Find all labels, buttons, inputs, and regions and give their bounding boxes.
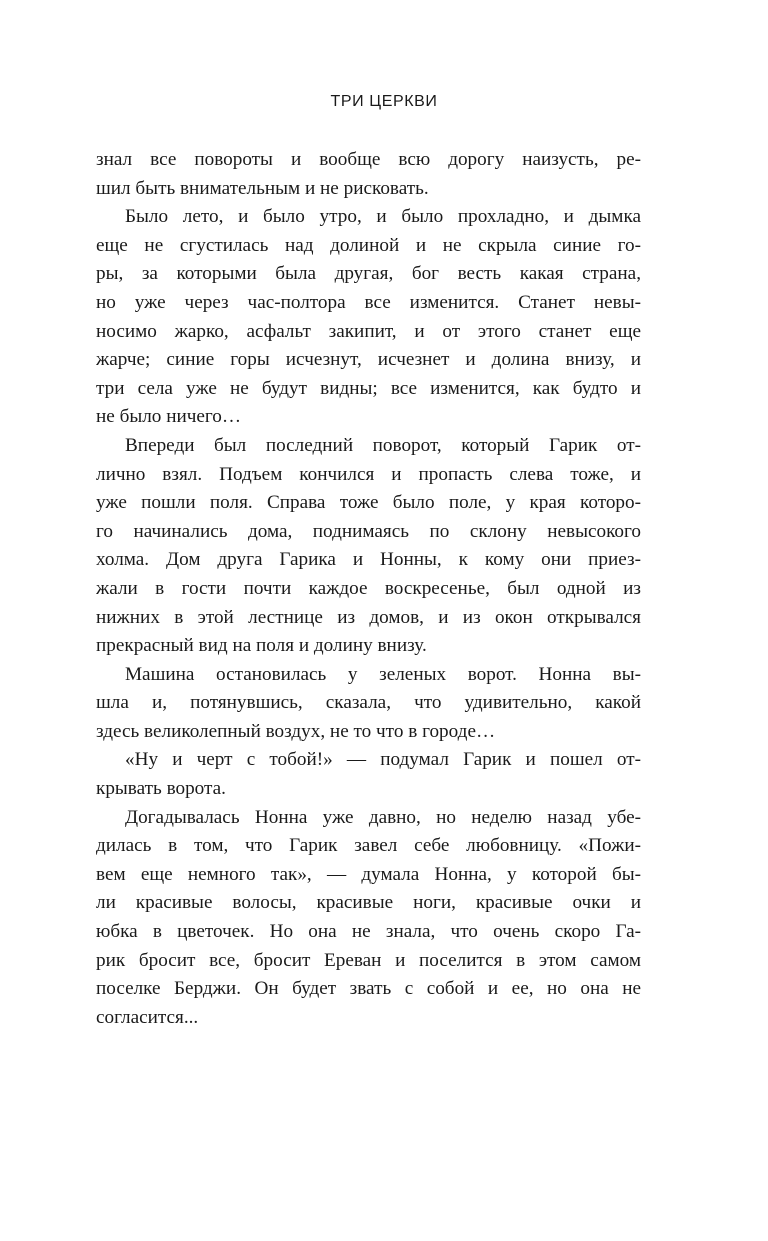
text-line: прекрасный вид на поля и долину внизу.	[96, 635, 427, 657]
text-line: но уже через час-полтора все изменится. Станет невы-	[96, 291, 641, 313]
text-line: шил быть внимательным и не рисковать.	[96, 177, 429, 199]
text-line: не было ничего…	[96, 406, 242, 428]
text-line: лично взял. Подъем кончился и пропасть слева тоже, и	[96, 463, 641, 485]
text-line: Догадывалась Нонна уже давно, но неделю назад убе-	[125, 806, 641, 828]
text-line: три села уже не будут видны; все изменится, как будто и	[96, 377, 641, 399]
text-line: Было лето, и было утро, и было прохладно, и дымка	[125, 206, 641, 228]
text-line: поселке Берджи. Он будет звать с собой и ее, но она не	[96, 978, 641, 1000]
text-line: крывать ворота.	[96, 778, 226, 800]
text-line: уже пошли поля. Справа тоже было поле, у края которо-	[96, 492, 641, 514]
text-line: нижних в этой лестнице из домов, и из окон открывался	[96, 606, 641, 628]
text-line: го начинались дома, поднимаясь по склону невысокого	[96, 520, 641, 542]
body-text	[96, 146, 641, 1032]
text-line: жарче; синие горы исчезнут, исчезнет и долина внизу, и	[96, 349, 641, 371]
text-line: вем еще немного так», — думала Нонна, у которой бы-	[96, 863, 641, 885]
paragraph	[96, 203, 641, 432]
text-line: жали в гости почти каждое воскресенье, был одной из	[96, 577, 641, 599]
running-title: ТРИ ЦЕРКВИ	[330, 93, 438, 110]
text-line: рик бросит все, бросит Ереван и поселится в этом самом	[96, 949, 641, 971]
text-line: юбка в цветочек. Но она не знала, что очень скоро Га-	[96, 921, 641, 943]
paragraph	[96, 432, 641, 661]
paragraph	[96, 746, 641, 803]
paragraph	[96, 146, 641, 203]
text-line: ры, за которыми была другая, бог весть какая страна,	[96, 263, 641, 285]
paragraph	[96, 661, 641, 747]
text-line: еще не сгустилась над долиной и не скрыла синие го-	[96, 234, 641, 256]
text-line: здесь великолепный воздух, не то что в городе…	[96, 720, 496, 742]
text-line: «Ну и черт с тобой!» — подумал Гарик и пошел от-	[125, 749, 641, 771]
text-line: носимо жарко, асфальт закипит, и от этого станет еще	[96, 320, 641, 342]
text-line: согласится...	[96, 1006, 199, 1028]
text-line: ли красивые волосы, красивые ноги, красивые очки и	[96, 892, 641, 914]
text-line: Впереди был последний поворот, который Гарик от-	[125, 434, 641, 456]
text-line: холма. Дом друга Гарика и Нонны, к кому они приез-	[96, 549, 641, 571]
text-line: шла и, потянувшись, сказала, что удивительно, какой	[96, 692, 641, 714]
text-line: дилась в том, что Гарик завел себе любовницу. «Пожи-	[96, 835, 641, 857]
paragraph	[96, 804, 641, 1033]
text-line: Машина остановилась у зеленых ворот. Нонна вы-	[125, 663, 641, 685]
text-line: знал все повороты и вообще всю дорогу наизусть, ре-	[96, 149, 641, 170]
